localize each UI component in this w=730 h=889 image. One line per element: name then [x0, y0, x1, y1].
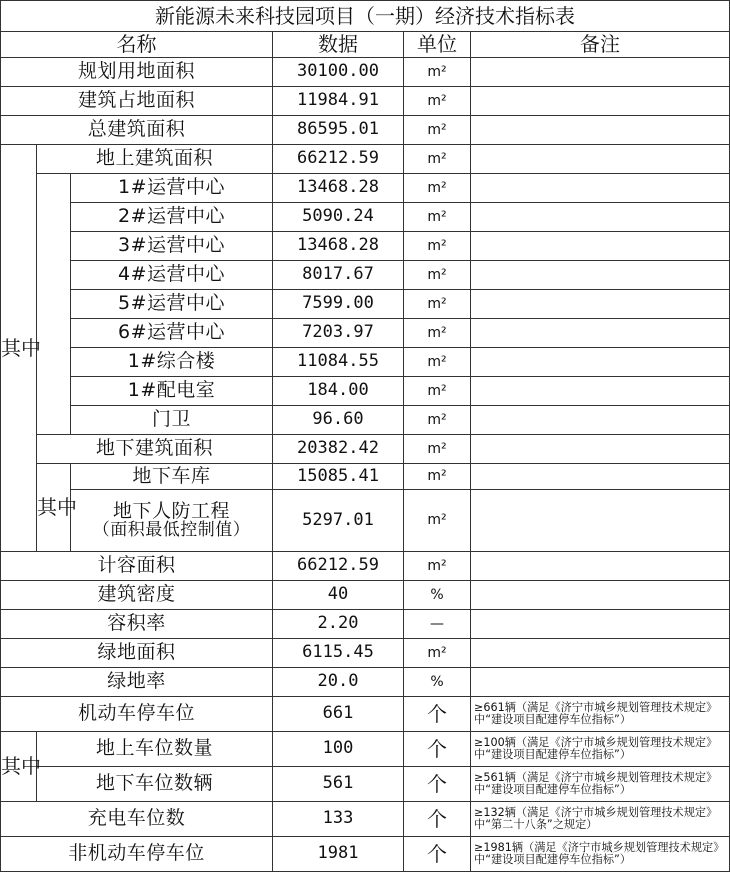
row-unit: m²	[404, 232, 471, 261]
row-remark	[471, 145, 730, 174]
row-value: 11084.55	[273, 348, 404, 377]
row-remark	[471, 261, 730, 290]
group-label-qizhong: 其中	[1, 145, 37, 552]
row-remark	[471, 490, 730, 552]
subgroup-spacer	[37, 174, 71, 435]
table-row	[1, 581, 730, 610]
row-remark	[471, 58, 730, 87]
row-remark	[471, 116, 730, 145]
table-row	[1, 639, 730, 668]
row-name: 地上车位数量	[37, 732, 273, 767]
row-value: 7599.00	[273, 290, 404, 319]
row-unit: %	[404, 581, 471, 610]
row-unit: 个	[404, 837, 471, 872]
row-unit: m²	[404, 203, 471, 232]
row-value: 561	[273, 767, 404, 802]
row-name: 地上建筑面积	[37, 145, 273, 174]
subgroup-label-qizhong: 其中	[37, 464, 71, 552]
row-name: 绿地面积	[1, 639, 273, 668]
row-unit: m²	[404, 58, 471, 87]
table-row	[1, 610, 730, 639]
row-remark	[471, 319, 730, 348]
row-remark	[471, 290, 730, 319]
row-name: 容积率	[1, 610, 273, 639]
table-row	[1, 464, 730, 490]
row-name: 充电车位数	[1, 802, 273, 837]
row-name: 非机动车停车位	[1, 837, 273, 872]
row-name: 1#运营中心	[71, 174, 273, 203]
table-row	[1, 58, 730, 87]
row-value: 2.20	[273, 610, 404, 639]
row-unit: m²	[404, 87, 471, 116]
row-unit: m²	[404, 464, 471, 490]
row-unit: m²	[404, 435, 471, 464]
row-value: 5090.24	[273, 203, 404, 232]
row-unit: m²	[404, 406, 471, 435]
table-row	[1, 348, 730, 377]
row-remark: ≥661辆（满足《济宁市城乡规划管理技术规定》中“建设项目配建停车位指标”）	[471, 697, 730, 732]
row-value: 66212.59	[273, 552, 404, 581]
row-name: 1#综合楼	[71, 348, 273, 377]
row-remark: ≥100辆（满足《济宁市城乡规划管理技术规定》中“建设项目配建停车位指标”）	[471, 732, 730, 767]
row-value: 133	[273, 802, 404, 837]
row-remark: ≥1981辆（满足《济宁市城乡规划管理技术规定》中“建设项目配建停车位指标”）	[471, 837, 730, 872]
row-unit: m²	[404, 261, 471, 290]
table-row	[1, 435, 730, 464]
table-row	[1, 377, 730, 406]
row-unit: m²	[404, 174, 471, 203]
row-name: 地下车位数辆	[37, 767, 273, 802]
row-name: 计容面积	[1, 552, 273, 581]
row-unit: m²	[404, 377, 471, 406]
row-value: 184.00	[273, 377, 404, 406]
row-name: 5#运营中心	[71, 290, 273, 319]
table-row	[1, 145, 730, 174]
row-remark	[471, 203, 730, 232]
row-value: 13468.28	[273, 232, 404, 261]
row-value: 7203.97	[273, 319, 404, 348]
table-row	[1, 261, 730, 290]
row-unit: m²	[404, 145, 471, 174]
table-row	[1, 87, 730, 116]
row-name: 建筑密度	[1, 581, 273, 610]
row-unit: 个	[404, 802, 471, 837]
row-unit: —	[404, 610, 471, 639]
row-remark	[471, 174, 730, 203]
row-value: 100	[273, 732, 404, 767]
row-name: 规划用地面积	[1, 58, 273, 87]
table-row	[1, 697, 730, 732]
row-name: 总建筑面积	[1, 116, 273, 145]
table-row	[1, 490, 730, 552]
row-name: 地下人防工程	[112, 499, 230, 522]
row-value: 13468.28	[273, 174, 404, 203]
row-unit: 个	[404, 767, 471, 802]
row-unit: 个	[404, 697, 471, 732]
row-value: 8017.67	[273, 261, 404, 290]
table-row	[1, 203, 730, 232]
row-remark	[471, 639, 730, 668]
row-unit: m²	[404, 639, 471, 668]
row-remark: ≥561辆（满足《济宁市城乡规划管理技术规定》中“建设项目配建停车位指标”）	[471, 767, 730, 802]
header-row	[1, 32, 730, 58]
row-name: 建筑占地面积	[1, 87, 273, 116]
table-row	[1, 406, 730, 435]
header-name: 名称	[1, 32, 273, 58]
row-name: 地下车库	[71, 464, 273, 490]
row-name: 门卫	[71, 406, 273, 435]
row-remark	[471, 232, 730, 261]
table-row	[1, 174, 730, 203]
row-value: 86595.01	[273, 116, 404, 145]
row-value: 30100.00	[273, 58, 404, 87]
row-name-multiline	[71, 490, 273, 552]
row-unit: m²	[404, 319, 471, 348]
row-value: 661	[273, 697, 404, 732]
row-name: 2#运营中心	[71, 203, 273, 232]
table-row	[1, 232, 730, 261]
header-unit: 单位	[404, 32, 471, 58]
row-remark	[471, 668, 730, 697]
row-remark	[471, 610, 730, 639]
row-remark	[471, 406, 730, 435]
row-value: 66212.59	[273, 145, 404, 174]
row-name: 4#运营中心	[71, 261, 273, 290]
row-value: 11984.91	[273, 87, 404, 116]
table-row	[1, 552, 730, 581]
row-remark	[471, 581, 730, 610]
table-row	[1, 116, 730, 145]
row-remark	[471, 348, 730, 377]
row-value: 20382.42	[273, 435, 404, 464]
row-remark	[471, 552, 730, 581]
row-value: 5297.01	[273, 490, 404, 552]
row-unit: m²	[404, 348, 471, 377]
row-name: 地下建筑面积	[37, 435, 273, 464]
row-name: 1#配电室	[71, 377, 273, 406]
row-unit: %	[404, 668, 471, 697]
row-unit: 个	[404, 732, 471, 767]
header-value: 数据	[273, 32, 404, 58]
row-remark	[471, 377, 730, 406]
row-unit: m²	[404, 490, 471, 552]
row-unit: m²	[404, 552, 471, 581]
header-remark: 备注	[471, 32, 730, 58]
row-value: 96.60	[273, 406, 404, 435]
row-name: 机动车停车位	[1, 697, 273, 732]
table-row	[1, 767, 730, 802]
title-row	[1, 1, 730, 32]
row-value: 1981	[273, 837, 404, 872]
row-name: 3#运营中心	[71, 232, 273, 261]
row-name: 6#运营中心	[71, 319, 273, 348]
row-value: 40	[273, 581, 404, 610]
row-unit: m²	[404, 116, 471, 145]
row-remark	[471, 87, 730, 116]
parking-group-label-qizhong: 其中	[1, 732, 37, 802]
table-row	[1, 802, 730, 837]
table-row	[1, 290, 730, 319]
table-row	[1, 837, 730, 872]
row-value: 6115.45	[273, 639, 404, 668]
row-remark	[471, 435, 730, 464]
row-value: 15085.41	[273, 464, 404, 490]
row-unit: m²	[404, 290, 471, 319]
table-title: 新能源未来科技园项目（一期）经济技术指标表	[1, 1, 730, 32]
row-value: 20.0	[273, 668, 404, 697]
row-name: 绿地率	[1, 668, 273, 697]
row-remark	[471, 464, 730, 490]
table-row	[1, 732, 730, 767]
table-row	[1, 319, 730, 348]
row-name-note: （面积最低控制值）	[92, 519, 251, 540]
row-remark: ≥132辆（满足《济宁市城乡规划管理技术规定》中“第二十八条”之规定）	[471, 802, 730, 837]
table-row	[1, 668, 730, 697]
